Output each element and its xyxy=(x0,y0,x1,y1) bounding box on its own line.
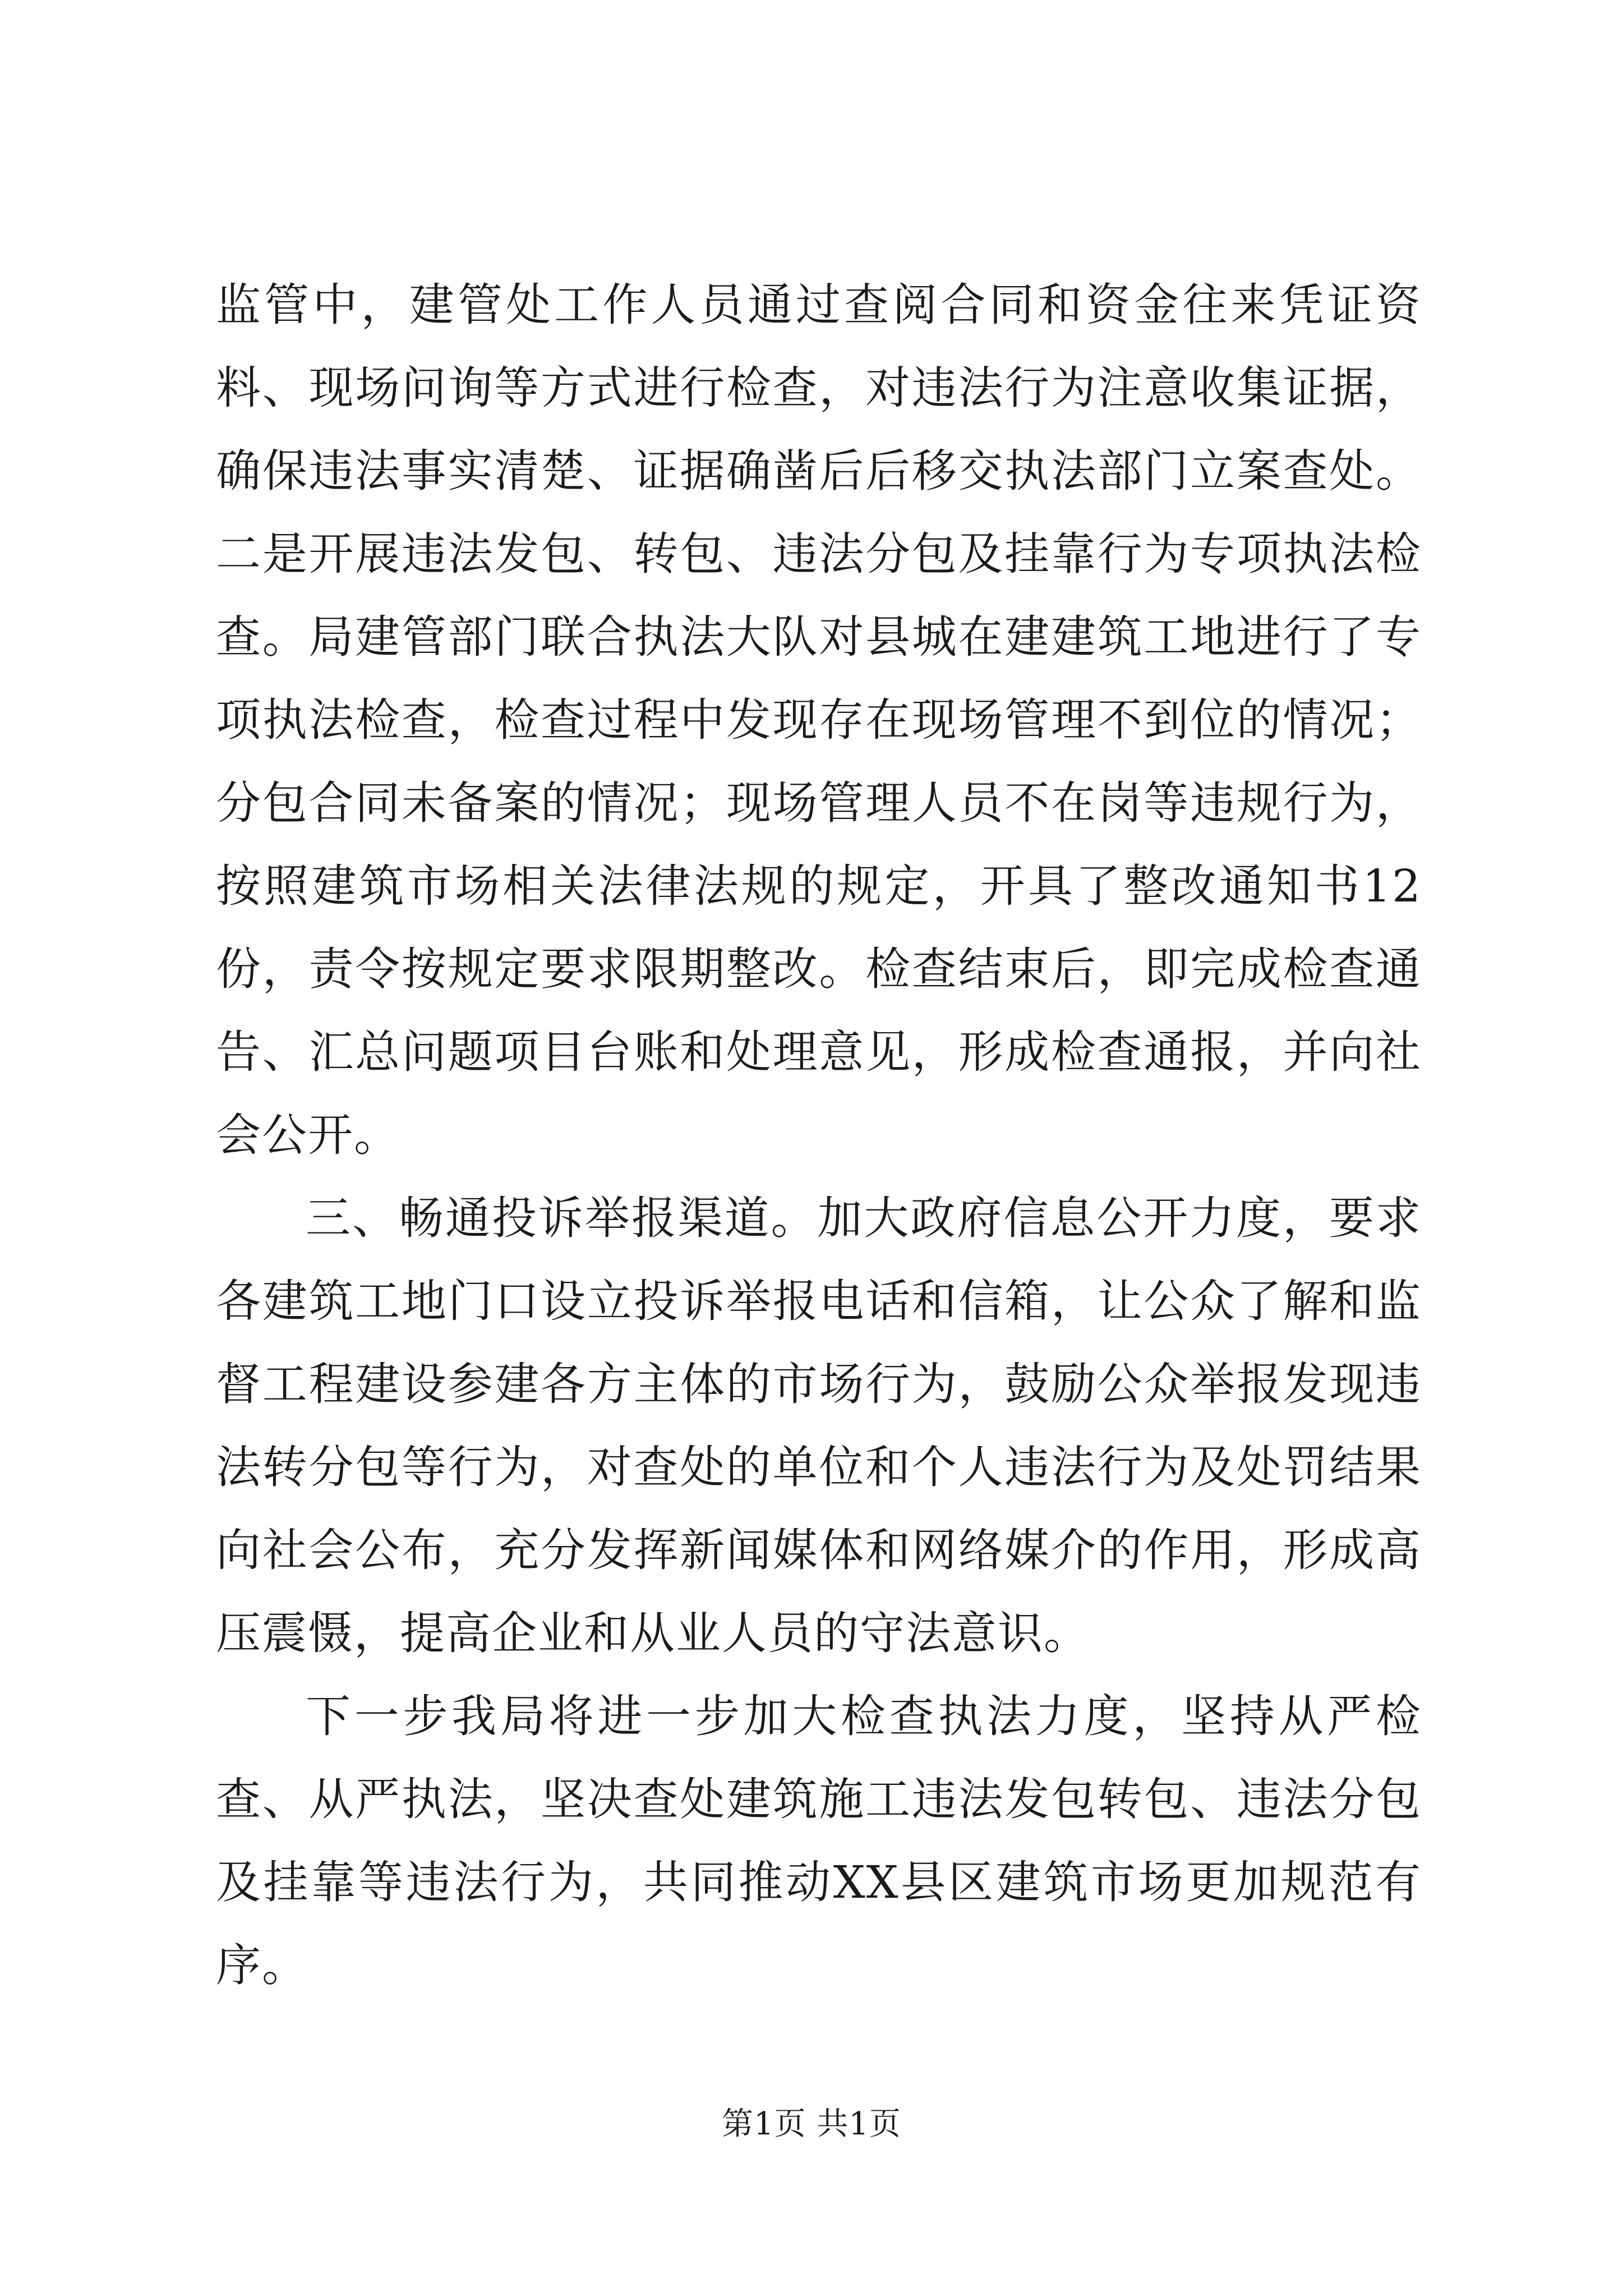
paragraph-complaint-channels: 三、畅通投诉举报渠道。加大政府信息公开力度，要求各建筑工地门口设立投诉举报电话和信箱，让公众了解和监督工程建设参建各方主体的市场行为，鼓励公众举报发现违法转分包等行为，对查处的单位和个人违法行为及处罚结果向社会公布，充分发挥新闻媒体和网络媒介的作用，形成高压震慑，提高企业和从业人员的守法意识。 xyxy=(216,1192,1422,1659)
document-body xyxy=(216,264,1422,2007)
paragraph-next-steps: 下一步我局将进一步加大检查执法力度，坚持从严检查、从严执法，坚决查处建筑施工违法发包转包、违法分包及挂靠等违法行为，共同推动XX县区建筑市场更加规范有序。 xyxy=(216,1690,1422,1991)
paragraph-continuation: 监管中，建管处工作人员通过查阅合同和资金往来凭证资料、现场问询等方式进行检查，对违法行为注意收集证据，确保违法事实清楚、证据确凿后后移交执法部门立案查处。二是开展违法发包、转包、违法分包及挂靠行为专项执法检查。局建管部门联合执法大队对县城在建建筑工地进行了专项执法检查，检查过程中发现存在现场管理不到位的情况；分包合同未备案的情况；现场管理人员不在岗等违规行为，按照建筑市场相关法律法规的规定，开具了整改通知书12份，责令按规定要求限期整改。检查结束后，即完成检查通告、汇总问题项目台账和处理意见，形成检查通报，并向社会公开。 xyxy=(216,279,1422,1161)
page-number-footer: 第1页 共1页 xyxy=(721,2106,902,2142)
